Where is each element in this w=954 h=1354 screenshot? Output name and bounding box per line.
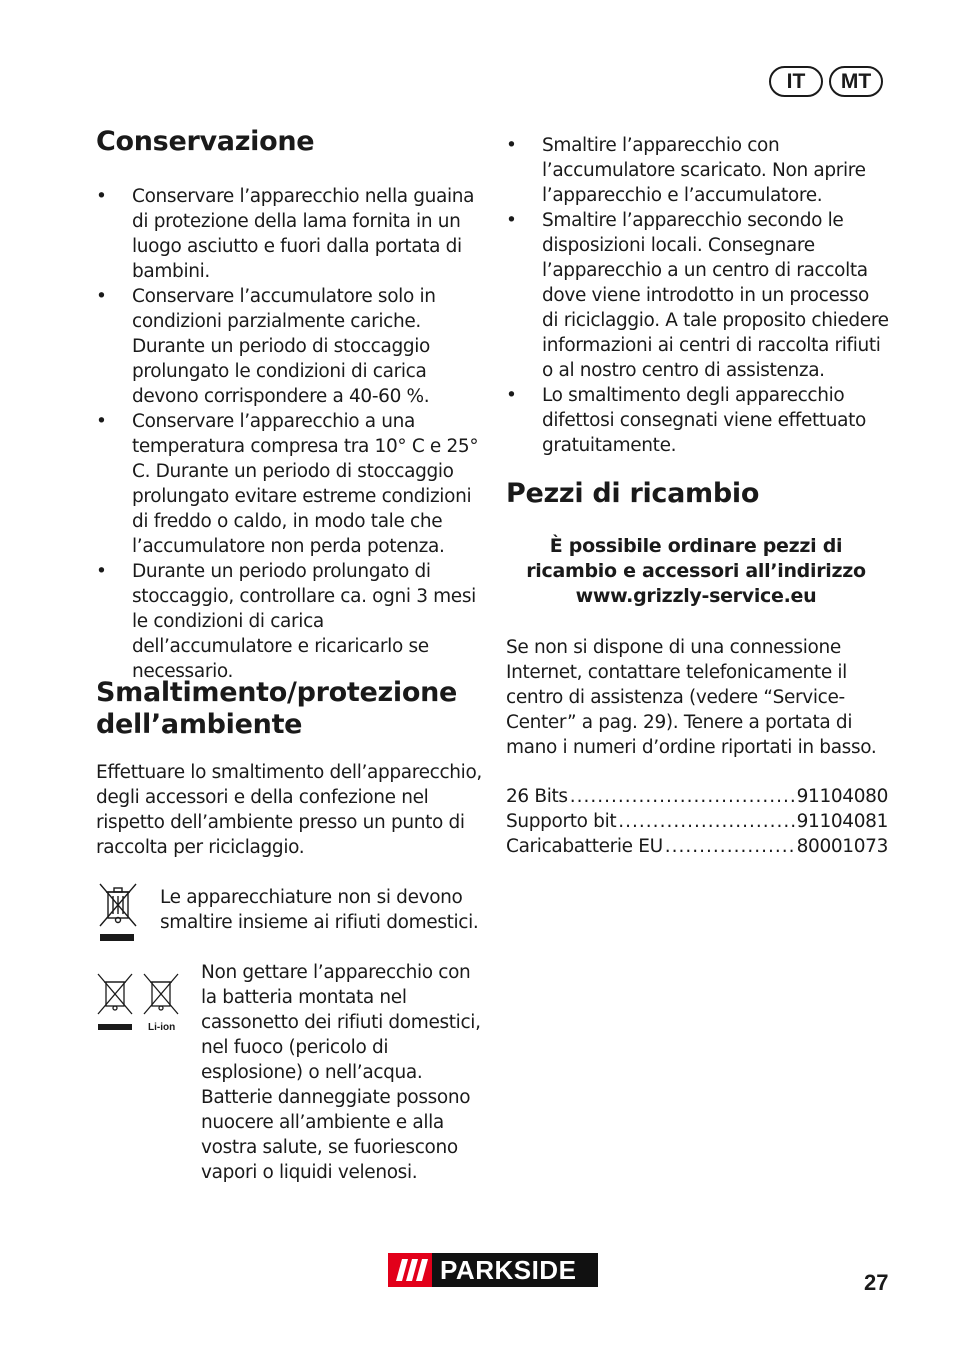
table-row [506,834,888,859]
disposal-list [506,133,890,458]
parts-list [506,784,888,859]
battery-disposal-icon [96,972,192,1036]
language-badges [769,66,883,97]
leader-dots [570,784,795,809]
page-number: 27 [864,1270,889,1295]
storage-heading: Conservazione [96,126,315,157]
list-item: • Conservare l’apparecchio nella guaina di protezione della lama fornita in un luogo asciutto e fuori dalla portata di bambini. [96,184,484,284]
part-name: Caricabatterie EU [506,836,663,857]
spares-text: Se non si dispone di una connessione Internet, contattare telefonicamente il centro di assistenza (vedere “Service-Center” a pag. 29). Tenere a portata di mano i numeri d’ordine riportati in basso. [506,637,877,758]
table-row [506,784,888,809]
storage-list [96,184,484,684]
list-item: • Conservare l’accumulatore solo in condizioni parzialmente cariche. Durante un periodo di stoccaggio prolungato le condizioni di carica devono corrispondere a 40-60 %. [96,284,484,409]
battery-text: Non gettare l’apparecchio con la batteria montata nel cassonetto dei rifiuti domestici, nel fuoco (pericolo di esplosione) o nell’acqua. Batterie danneggiate possono nuocere all’ambiente e alla vostra salute, se fuoriescono vapori o liquidi velenosi. [201,962,481,1183]
part-number: 91104081 [796,811,888,832]
leader-dots [665,834,795,859]
li-ion-label: Li-ion [148,1022,176,1033]
parkside-logo [388,1253,598,1287]
brand-name: PARKSIDE [440,1254,577,1285]
part-number: 91104080 [796,786,888,807]
leader-dots [618,809,794,834]
weee-text: Le apparecchiature non si devono smaltire insieme ai rifiuti domestici. [160,887,479,933]
list-item: • Smaltire l’apparecchio con l’accumulatore scaricato. Non aprire l’apparecchio e l’accumulatore. [506,133,890,208]
part-number: 80001073 [796,836,888,857]
language-badge-mt: MT [829,66,883,97]
list-item: • Conservare l’apparecchio a una temperatura compresa tra 10° C e 25° C. Durante un periodo di stoccaggio prolungato evitare estreme condizioni di freddo o caldo, in modo tale che l’accumulatore non perda potenza. [96,409,484,559]
table-row [506,809,888,834]
logo-stripes-icon [388,1253,432,1287]
spares-notice: È possibile ordinare pezzi di ricambio e accessori all’indirizzo www.grizzly-service.eu [526,535,866,607]
list-item: • Durante un periodo prolungato di stoccaggio, controllare ca. ogni 3 mesi le condizioni di carica dell’accumulatore e ricaricarlo se necessario. [96,559,484,684]
part-name: 26 Bits [506,786,568,807]
weee-bin-icon [96,882,140,942]
disposal-intro: Effettuare lo smaltimento dell’apparecchio, degli accessori e della confezione nel rispetto dell’ambiente presso un punto di raccolta per riciclaggio. [96,762,482,858]
spares-heading: Pezzi di ricambio [506,478,760,509]
part-name: Supporto bit [506,811,617,832]
list-item: • Lo smaltimento degli apparecchio difettosi consegnati viene effettuato gratuitamente. [506,383,890,458]
list-item: • Smaltire l’apparecchio secondo le disposizioni locali. Consegnare l’apparecchio a un centro di raccolta dove viene introdotto in un processo di riciclaggio. A tale proposito chiedere informazioni ai centri di raccolta rifiuti o al nostro centro di assistenza. [506,208,890,383]
disposal-heading: Smaltimento/protezione dell’ambiente [96,677,458,740]
language-badge-it: IT [769,66,823,97]
